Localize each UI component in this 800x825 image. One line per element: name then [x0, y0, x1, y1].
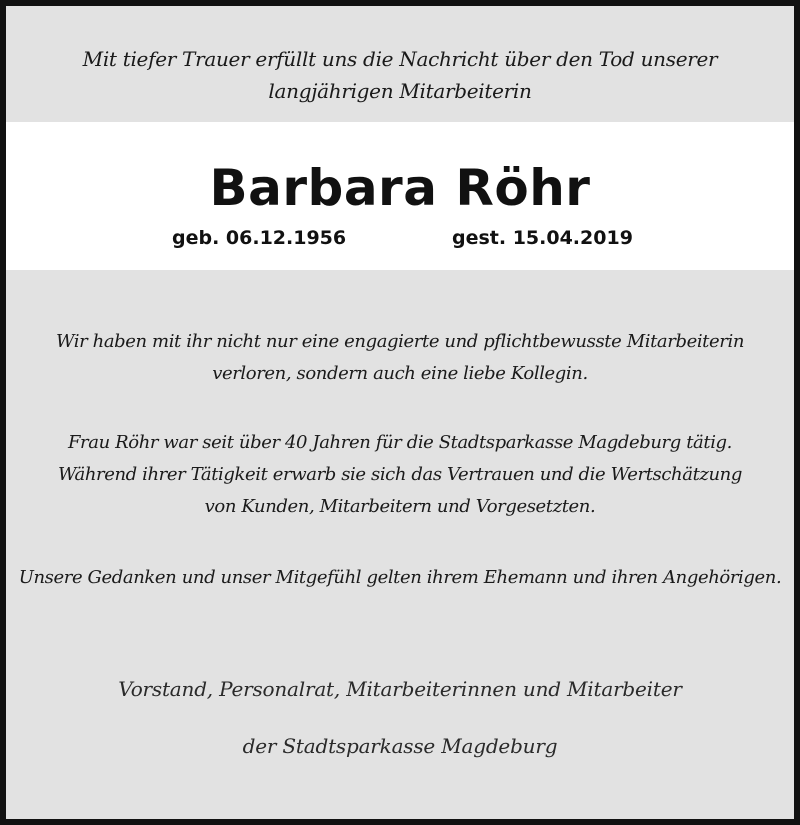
paragraph-line: von Kunden, Mitarbeitern und Vorgesetzten. [204, 496, 596, 517]
intro-line: langjährigen Mitarbeiterin [268, 79, 532, 103]
paragraph [6, 562, 794, 594]
signature-line: der Stadtsparkasse Magdeburg [242, 734, 558, 758]
death-date: gest. 15.04.2019 [452, 227, 633, 249]
birth-date: geb. 06.12.1956 [172, 227, 347, 249]
paragraph [6, 326, 794, 390]
paragraph-line: verloren, sondern auch eine liebe Kollegin. [212, 363, 588, 384]
name-band [6, 122, 794, 270]
deceased-name: Barbara Röhr [209, 159, 591, 217]
paragraph-line: Frau Röhr war seit über 40 Jahren für die Stadtsparkasse Magdeburg tätig. [67, 432, 733, 453]
paragraph-line: Während ihrer Tätigkeit erwarb sie sich das Vertrauen und die Wertschätzung [57, 464, 743, 485]
intro-section [6, 6, 794, 122]
intro-line: Mit tiefer Trauer erfüllt uns die Nachricht über den Tod unserer [82, 47, 718, 71]
paragraph [6, 427, 794, 523]
paragraph-line: Wir haben mit ihr nicht nur eine engagierte und pflichtbewusste Mitarbeiterin [55, 331, 745, 352]
signature-line: Vorstand, Personalrat, Mitarbeiterinnen und Mitarbeiter [118, 677, 682, 701]
paragraph-line: Unsere Gedanken und unser Mitgefühl gelten ihrem Ehemann und ihren Angehörigen. [18, 567, 782, 588]
